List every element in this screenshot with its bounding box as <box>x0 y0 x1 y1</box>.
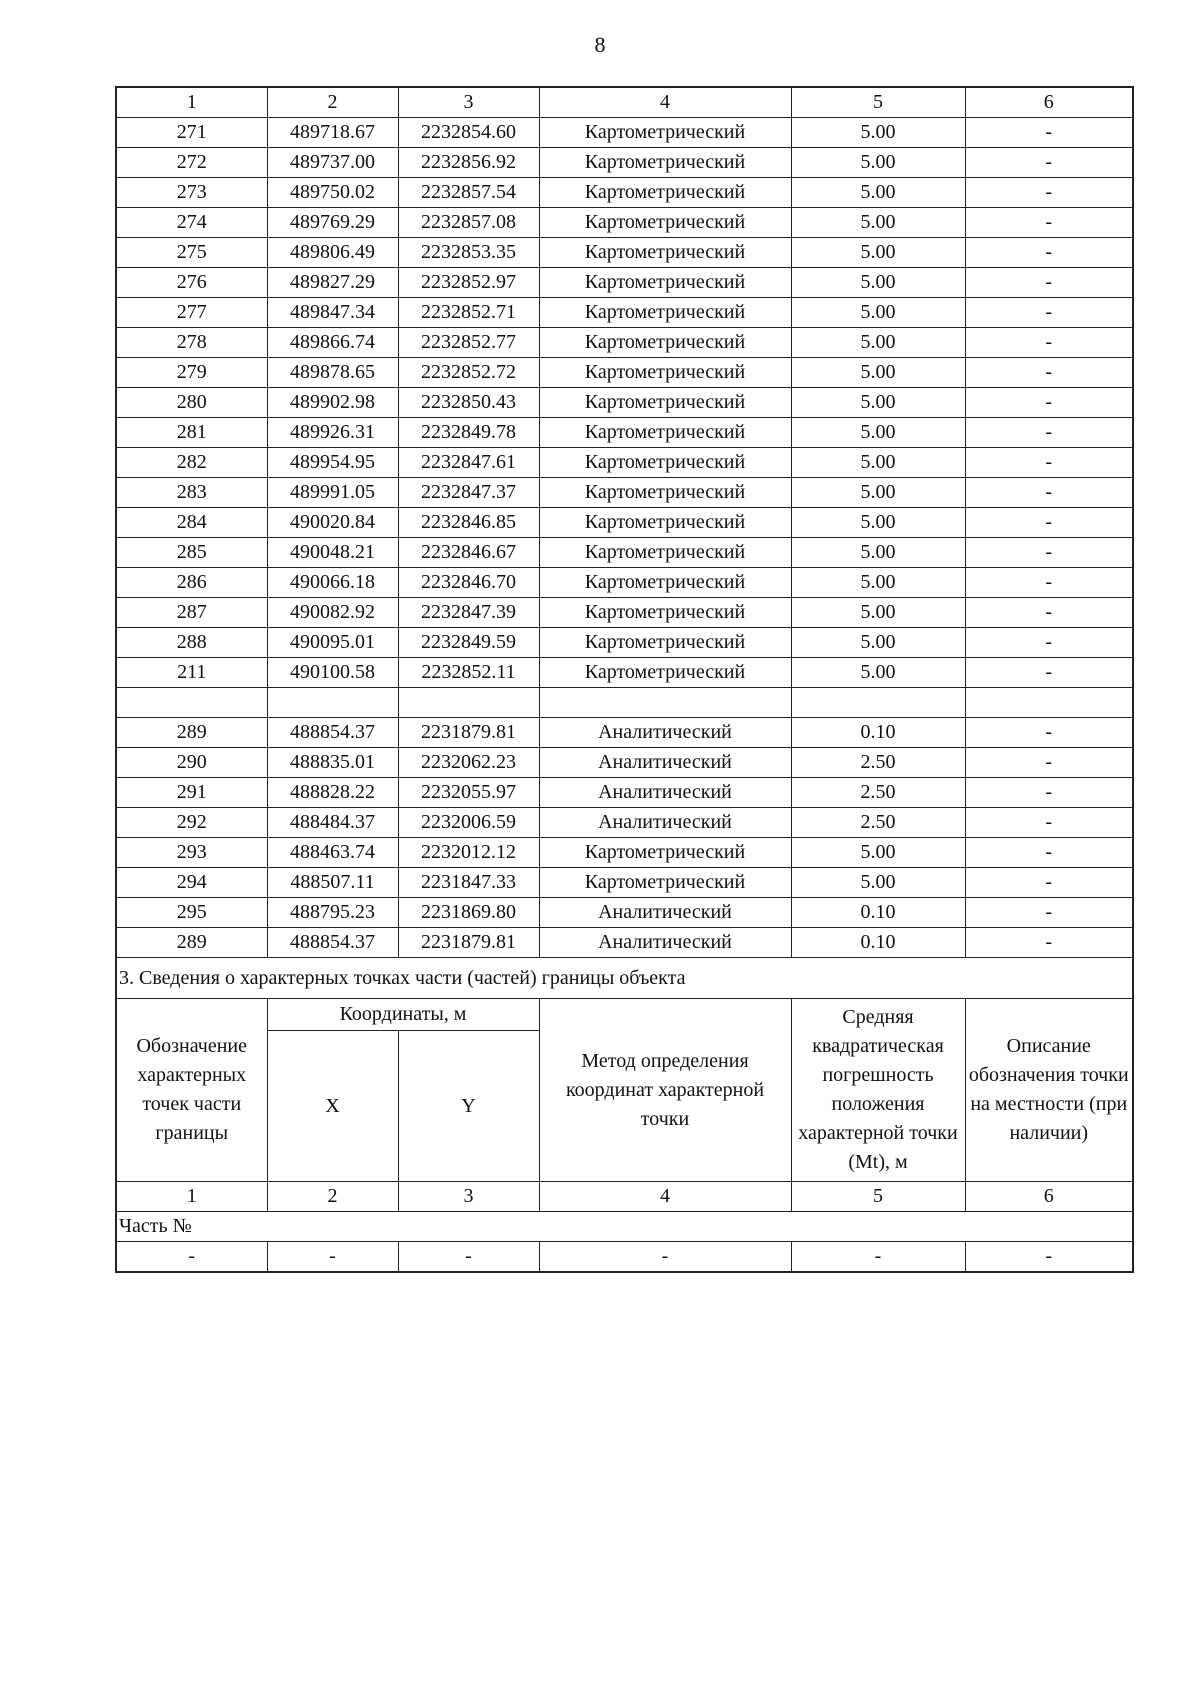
table-cell: Картометрический <box>539 628 791 658</box>
header-error: Средняя квадратическая погрешность положения характерной точки (Mt), м <box>791 999 965 1182</box>
table-cell: 2232852.72 <box>398 358 539 388</box>
table-cell: - <box>965 358 1133 388</box>
table-cell: - <box>965 778 1133 808</box>
table-cell: 2232857.08 <box>398 208 539 238</box>
header-designation: Обозначение характерных точек части границы <box>116 999 267 1182</box>
s3-col-number-3: 3 <box>398 1182 539 1212</box>
table-cell: 2232062.23 <box>398 748 539 778</box>
table-cell: 2232846.67 <box>398 538 539 568</box>
table-cell: 294 <box>116 868 267 898</box>
table-cell: 5.00 <box>791 208 965 238</box>
table-cell: 2232852.97 <box>398 268 539 298</box>
table-cell: Аналитический <box>539 778 791 808</box>
part-row <box>116 1242 1133 1273</box>
table-cell: 275 <box>116 238 267 268</box>
table-cell: 489827.29 <box>267 268 398 298</box>
table-cell: 282 <box>116 448 267 478</box>
table-cell: Картометрический <box>539 478 791 508</box>
table-cell: 489750.02 <box>267 178 398 208</box>
table-cell: 5.00 <box>791 478 965 508</box>
table-cell: 2232854.60 <box>398 118 539 148</box>
table-cell: 284 <box>116 508 267 538</box>
table-cell: 5.00 <box>791 508 965 538</box>
table-cell: 2232852.71 <box>398 298 539 328</box>
table-cell: 0.10 <box>791 898 965 928</box>
table-cell: - <box>965 388 1133 418</box>
table-cell: 291 <box>116 778 267 808</box>
table-cell: 489954.95 <box>267 448 398 478</box>
header-x: X <box>267 1031 398 1182</box>
table-cell: Картометрический <box>539 568 791 598</box>
table-cell: 489866.74 <box>267 328 398 358</box>
section3-title: 3. Сведения о характерных точках части (частей) границы объекта <box>116 958 1133 999</box>
col-number-2: 2 <box>267 87 398 118</box>
page-number: 8 <box>594 32 606 57</box>
s3-col-number-6: 6 <box>965 1182 1133 1212</box>
table-cell: - <box>965 628 1133 658</box>
s3-col-number-5: 5 <box>791 1182 965 1212</box>
table-cell: 2231879.81 <box>398 718 539 748</box>
table-row <box>116 808 1133 838</box>
empty-separator <box>116 688 1133 718</box>
part-cell-6: - <box>965 1242 1133 1273</box>
table-cell: Картометрический <box>539 178 791 208</box>
table-row <box>116 478 1133 508</box>
table-cell: 2232847.37 <box>398 478 539 508</box>
section3-title-row <box>116 958 1133 999</box>
table-cell: 2232006.59 <box>398 808 539 838</box>
table-cell: - <box>965 568 1133 598</box>
empty-row <box>116 688 1133 718</box>
table-row <box>116 268 1133 298</box>
table-cell: 5.00 <box>791 538 965 568</box>
table-row <box>116 418 1133 448</box>
table-row <box>116 448 1133 478</box>
table-cell: Картометрический <box>539 658 791 688</box>
table-cell: 5.00 <box>791 568 965 598</box>
table-cell: 490095.01 <box>267 628 398 658</box>
table-cell: - <box>965 538 1133 568</box>
table-cell: Картометрический <box>539 508 791 538</box>
table-cell: 295 <box>116 898 267 928</box>
table-cell: Картометрический <box>539 388 791 418</box>
table-cell: - <box>965 448 1133 478</box>
col-number-4: 4 <box>539 87 791 118</box>
table-cell: 281 <box>116 418 267 448</box>
table-row <box>116 148 1133 178</box>
part-label: Часть № <box>116 1212 1133 1242</box>
table-cell: Аналитический <box>539 898 791 928</box>
table-cell: 271 <box>116 118 267 148</box>
table-cell: 5.00 <box>791 448 965 478</box>
table-cell: - <box>965 808 1133 838</box>
table-cell: 2232847.39 <box>398 598 539 628</box>
table-row <box>116 118 1133 148</box>
table-cell: 488507.11 <box>267 868 398 898</box>
table-cell: 2232055.97 <box>398 778 539 808</box>
table-cell: Картометрический <box>539 298 791 328</box>
table-cell: 287 <box>116 598 267 628</box>
table-cell: 280 <box>116 388 267 418</box>
table-cell: 0.10 <box>791 928 965 958</box>
s3-col-number-1: 1 <box>116 1182 267 1212</box>
table-row <box>116 598 1133 628</box>
table-cell: 489718.67 <box>267 118 398 148</box>
section3-header-row-1 <box>116 999 1133 1031</box>
table-cell: Картометрический <box>539 208 791 238</box>
bottom-table-body <box>116 718 1133 958</box>
part-cell-3: - <box>398 1242 539 1273</box>
table-cell: 5.00 <box>791 148 965 178</box>
table-row <box>116 358 1133 388</box>
part-cell-2: - <box>267 1242 398 1273</box>
table-cell: 2232852.77 <box>398 328 539 358</box>
table-cell: 488854.37 <box>267 718 398 748</box>
table-cell: Картометрический <box>539 328 791 358</box>
table-cell: 2232856.92 <box>398 148 539 178</box>
table-cell: 5.00 <box>791 328 965 358</box>
table-cell: 5.00 <box>791 298 965 328</box>
section3-column-number-row <box>116 1182 1133 1212</box>
table-cell: Картометрический <box>539 448 791 478</box>
table-cell: 490100.58 <box>267 658 398 688</box>
table-cell: 2232846.70 <box>398 568 539 598</box>
table-cell: 278 <box>116 328 267 358</box>
table-cell: 293 <box>116 838 267 868</box>
table-cell: 489878.65 <box>267 358 398 388</box>
table-cell: 488835.01 <box>267 748 398 778</box>
table-cell: Картометрический <box>539 538 791 568</box>
s3-col-number-2: 2 <box>267 1182 398 1212</box>
table-row <box>116 568 1133 598</box>
table-cell: 2.50 <box>791 748 965 778</box>
table-cell: - <box>965 658 1133 688</box>
table-row <box>116 538 1133 568</box>
table-cell: 489769.29 <box>267 208 398 238</box>
col-number-3: 3 <box>398 87 539 118</box>
table-row <box>116 388 1133 418</box>
table-cell: - <box>965 418 1133 448</box>
table-cell: 488484.37 <box>267 808 398 838</box>
table-cell: 290 <box>116 748 267 778</box>
table-cell: 289 <box>116 928 267 958</box>
table-cell: 288 <box>116 628 267 658</box>
table-row <box>116 718 1133 748</box>
table-cell: 273 <box>116 178 267 208</box>
header-method: Метод определения координат характерной точки <box>539 999 791 1182</box>
table-cell: 2232853.35 <box>398 238 539 268</box>
table-cell: - <box>965 898 1133 928</box>
coordinates-table <box>115 86 1134 1273</box>
table-cell: - <box>965 598 1133 628</box>
table-cell: Картометрический <box>539 598 791 628</box>
table-cell: 488854.37 <box>267 928 398 958</box>
table-cell: 489991.05 <box>267 478 398 508</box>
part-cell-1: - <box>116 1242 267 1273</box>
column-number-row <box>116 87 1133 118</box>
table-row <box>116 748 1133 778</box>
table-cell: 2232852.11 <box>398 658 539 688</box>
table-cell: 5.00 <box>791 268 965 298</box>
section3-body <box>116 958 1133 1273</box>
col-number-1: 1 <box>116 87 267 118</box>
table-cell: - <box>965 328 1133 358</box>
table-cell: 5.00 <box>791 118 965 148</box>
table-cell: 5.00 <box>791 358 965 388</box>
table-cell: 2232012.12 <box>398 838 539 868</box>
table-cell: 277 <box>116 298 267 328</box>
table-cell: 285 <box>116 538 267 568</box>
table-row <box>116 628 1133 658</box>
table-cell: 292 <box>116 808 267 838</box>
table-cell: 488795.23 <box>267 898 398 928</box>
table-row <box>116 508 1133 538</box>
col-number-5: 5 <box>791 87 965 118</box>
table-row <box>116 868 1133 898</box>
table-cell: 2232849.59 <box>398 628 539 658</box>
table-cell: 489847.34 <box>267 298 398 328</box>
table-cell: - <box>965 118 1133 148</box>
table-cell: - <box>965 268 1133 298</box>
table-cell: - <box>965 148 1133 178</box>
table-cell: Картометрический <box>539 868 791 898</box>
table-cell: Аналитический <box>539 748 791 778</box>
table-row <box>116 778 1133 808</box>
table-cell: 289 <box>116 718 267 748</box>
table-cell: 5.00 <box>791 178 965 208</box>
table-cell: 2232857.54 <box>398 178 539 208</box>
table-row <box>116 658 1133 688</box>
table-cell: 490066.18 <box>267 568 398 598</box>
header-y: Y <box>398 1031 539 1182</box>
table-cell: 2.50 <box>791 778 965 808</box>
header-description: Описание обозначения точки на местности (при наличии) <box>965 999 1133 1182</box>
table-cell: 489737.00 <box>267 148 398 178</box>
table-cell: 5.00 <box>791 388 965 418</box>
table-cell: - <box>965 868 1133 898</box>
table-row <box>116 928 1133 958</box>
top-table-body <box>116 87 1133 688</box>
table-row <box>116 178 1133 208</box>
table-cell: 489926.31 <box>267 418 398 448</box>
table-cell: - <box>965 748 1133 778</box>
table-cell: - <box>965 298 1133 328</box>
table-cell: 2232850.43 <box>398 388 539 418</box>
table-cell: 5.00 <box>791 838 965 868</box>
table-cell: 489806.49 <box>267 238 398 268</box>
part-cell-4: - <box>539 1242 791 1273</box>
table-cell: 5.00 <box>791 868 965 898</box>
table-cell: - <box>965 178 1133 208</box>
table-cell: - <box>965 208 1133 238</box>
table-cell: - <box>965 838 1133 868</box>
table-cell: 490082.92 <box>267 598 398 628</box>
table-cell: 0.10 <box>791 718 965 748</box>
table-cell: 286 <box>116 568 267 598</box>
part-cell-5: - <box>791 1242 965 1273</box>
table-cell: - <box>965 478 1133 508</box>
table-cell: Картометрический <box>539 838 791 868</box>
part-label-row <box>116 1212 1133 1242</box>
table-row <box>116 328 1133 358</box>
table-cell: 276 <box>116 268 267 298</box>
table-cell: - <box>965 928 1133 958</box>
table-cell: 490048.21 <box>267 538 398 568</box>
table-cell: - <box>965 718 1133 748</box>
table-cell: Картометрический <box>539 148 791 178</box>
table-cell: Аналитический <box>539 718 791 748</box>
table-cell: 488463.74 <box>267 838 398 868</box>
table-cell: Картометрический <box>539 418 791 448</box>
table-row <box>116 238 1133 268</box>
table-cell: 283 <box>116 478 267 508</box>
table-cell: 279 <box>116 358 267 388</box>
table-cell: 272 <box>116 148 267 178</box>
table-cell: 211 <box>116 658 267 688</box>
table-row <box>116 208 1133 238</box>
table-cell: 2231869.80 <box>398 898 539 928</box>
table-cell: 5.00 <box>791 598 965 628</box>
table-cell: 2231847.33 <box>398 868 539 898</box>
table-cell: 2232846.85 <box>398 508 539 538</box>
table-cell: 5.00 <box>791 238 965 268</box>
table-cell: Аналитический <box>539 808 791 838</box>
table-cell: 490020.84 <box>267 508 398 538</box>
table-cell: Картометрический <box>539 358 791 388</box>
table-cell: 274 <box>116 208 267 238</box>
col-number-6: 6 <box>965 87 1133 118</box>
table-cell: 5.00 <box>791 658 965 688</box>
table-row <box>116 298 1133 328</box>
table-cell: - <box>965 508 1133 538</box>
table-cell: 2.50 <box>791 808 965 838</box>
s3-col-number-4: 4 <box>539 1182 791 1212</box>
table-cell: 488828.22 <box>267 778 398 808</box>
table-cell: 489902.98 <box>267 388 398 418</box>
table-cell: Картометрический <box>539 238 791 268</box>
table-cell: 5.00 <box>791 418 965 448</box>
table-row <box>116 898 1133 928</box>
table-cell: 2232847.61 <box>398 448 539 478</box>
table-cell: 5.00 <box>791 628 965 658</box>
table-cell: 2232849.78 <box>398 418 539 448</box>
table-cell: Аналитический <box>539 928 791 958</box>
table-cell: - <box>965 238 1133 268</box>
table-cell: 2231879.81 <box>398 928 539 958</box>
header-coordinates: Координаты, м <box>267 999 539 1031</box>
table-row <box>116 838 1133 868</box>
table-cell: Картометрический <box>539 118 791 148</box>
table-cell: Картометрический <box>539 268 791 298</box>
